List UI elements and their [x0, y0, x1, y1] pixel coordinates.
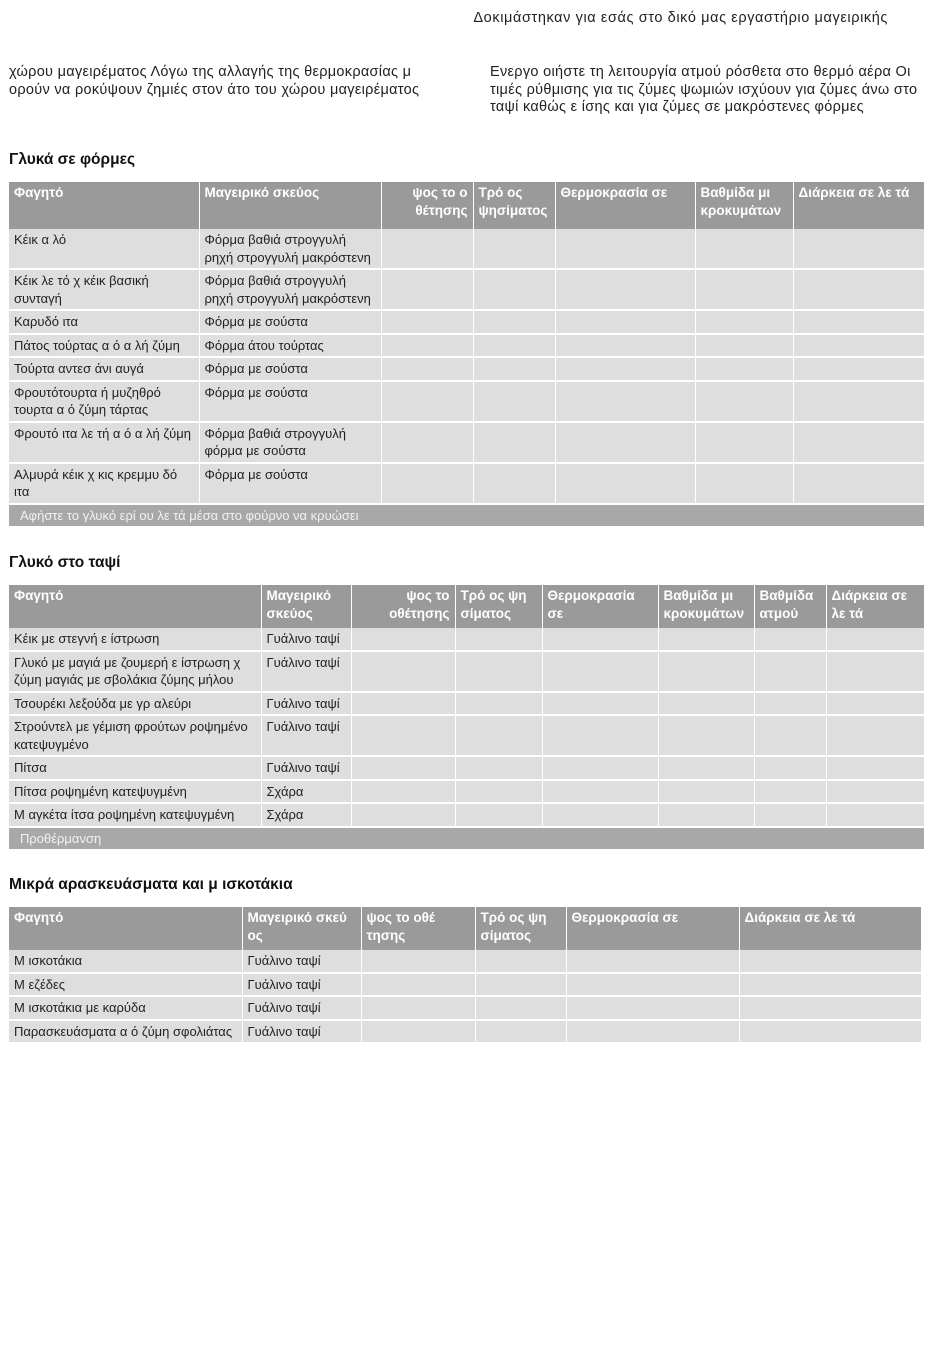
- table-row: [9, 269, 924, 310]
- column-header-heating-mode: Τρό ος ψη σίματος: [475, 907, 566, 950]
- cell-shelf-height: [381, 334, 473, 358]
- column-header-cookware: Μαγειρικό σκεύος: [261, 585, 351, 628]
- cell-food: Πίτσα: [9, 756, 261, 780]
- column-header-shelf-height: ψος το οθέτησης: [351, 585, 455, 628]
- cell-microwave-level: [658, 651, 754, 692]
- cell-heating-mode: [455, 692, 542, 716]
- cell-temperature: [555, 310, 695, 334]
- cell-shelf-height: [351, 780, 455, 804]
- column-header-food: Φαγητό: [9, 182, 199, 229]
- column-header-microwave-level: Βαθμίδα μι κροκυμάτων: [658, 585, 754, 628]
- cell-microwave-level: [658, 756, 754, 780]
- cell-heating-mode: [473, 310, 555, 334]
- cell-duration: [793, 310, 924, 334]
- cell-heating-mode: [475, 950, 566, 973]
- table-cakes-in-tins: [9, 182, 924, 526]
- cell-food: Στρούντελ με γέμιση φρούτων ροψημένο κατεψυγμένο: [9, 715, 261, 756]
- cell-cookware: Γυάλινο ταψί: [261, 651, 351, 692]
- cell-duration: [826, 780, 924, 804]
- cell-temperature: [542, 803, 658, 827]
- table-cake-on-tray: [9, 585, 924, 849]
- cell-temperature: [555, 229, 695, 269]
- cell-heating-mode: [475, 996, 566, 1020]
- cell-food: Μ εζέδες: [9, 973, 242, 997]
- cell-duration: [826, 756, 924, 780]
- cell-food: Κέικ α λό: [9, 229, 199, 269]
- table-row: [9, 628, 924, 651]
- cell-cookware: Φόρμα βαθιά στρογγυλή ρηχή στρογγυλή μακρόστενη: [199, 229, 381, 269]
- cell-steam-level: [754, 780, 826, 804]
- cell-steam-level: [754, 803, 826, 827]
- cell-temperature: [566, 996, 739, 1020]
- cell-heating-mode: [473, 229, 555, 269]
- table-note: Προθέρμανση: [9, 827, 924, 850]
- cell-heating-mode: [455, 651, 542, 692]
- cell-duration: [793, 422, 924, 463]
- cell-temperature: [555, 381, 695, 422]
- cell-cookware: Φόρμα με σούστα: [199, 357, 381, 381]
- cell-shelf-height: [351, 692, 455, 716]
- table-small-bakes: [9, 907, 921, 1044]
- cell-food: Γλυκό με μαγιά με ζουμερή ε ίστρωση χ ζύμη μαγιάς με σβολάκια ζύμης μήλου: [9, 651, 261, 692]
- cell-microwave-level: [695, 334, 793, 358]
- cell-cookware: Φόρμα με σούστα: [199, 463, 381, 504]
- cell-temperature: [555, 357, 695, 381]
- cell-temperature: [566, 950, 739, 973]
- cell-steam-level: [754, 715, 826, 756]
- cell-cookware: Φόρμα βαθιά στρογγυλή φόρμα με σούστα: [199, 422, 381, 463]
- cell-duration: [793, 381, 924, 422]
- cell-duration: [793, 463, 924, 504]
- table-row: [9, 780, 924, 804]
- column-header-duration: Διάρκεια σε λε τά: [739, 907, 921, 950]
- cell-cookware: Φόρμα άτου τούρτας: [199, 334, 381, 358]
- column-header-heating-mode: Τρό ος ψη σίματος: [455, 585, 542, 628]
- cell-cookware: Γυάλινο ταψί: [261, 692, 351, 716]
- cell-food: Αλμυρά κέικ χ κις κρεμμυ δό ιτα: [9, 463, 199, 504]
- cell-microwave-level: [695, 310, 793, 334]
- cell-duration: [826, 803, 924, 827]
- cell-shelf-height: [381, 357, 473, 381]
- table-row: [9, 381, 924, 422]
- cell-shelf-height: [351, 628, 455, 651]
- cell-cookware: Γυάλινο ταψί: [261, 628, 351, 651]
- intro-text-right: Ενεργο οιήστε τη λειτουργία ατμού ρόσθετα στο θερμό αέρα Οι τιμές ρύθμισης για τις ζύμες ψωμιών ισχύουν για ζύμες άνω στο ταψί καθώς ε ίσης και για ζύμες σε μακρόστενες φόρμες: [490, 64, 918, 115]
- page-header: Δοκιμάστηκαν για εσάς στο δικό μας εργαστήριο μαγειρικής: [473, 10, 888, 26]
- cell-shelf-height: [361, 950, 475, 973]
- cell-heating-mode: [473, 357, 555, 381]
- column-header-food: Φαγητό: [9, 585, 261, 628]
- cell-shelf-height: [381, 422, 473, 463]
- table-row: [9, 756, 924, 780]
- column-header-microwave-level: Βαθμίδα μι κροκυμάτων: [695, 182, 793, 229]
- cell-steam-level: [754, 651, 826, 692]
- table-row: [9, 422, 924, 463]
- cell-microwave-level: [658, 715, 754, 756]
- cell-microwave-level: [695, 357, 793, 381]
- cell-temperature: [555, 334, 695, 358]
- cell-heating-mode: [473, 463, 555, 504]
- cell-shelf-height: [381, 269, 473, 310]
- cell-shelf-height: [351, 651, 455, 692]
- column-header-food: Φαγητό: [9, 907, 242, 950]
- cell-food: Τούρτα αντεσ άνι αυγά: [9, 357, 199, 381]
- cell-shelf-height: [381, 310, 473, 334]
- cell-cookware: Γυάλινο ταψί: [261, 756, 351, 780]
- cell-shelf-height: [361, 1020, 475, 1044]
- column-header-heating-mode: Τρό ος ψησίματος: [473, 182, 555, 229]
- cell-microwave-level: [695, 463, 793, 504]
- cell-food: Φρουτότουρτα ή μυζηθρό τουρτα α ό ζύμη τάρτας: [9, 381, 199, 422]
- cell-microwave-level: [658, 628, 754, 651]
- cell-microwave-level: [695, 269, 793, 310]
- cell-food: Μ αγκέτα ίτσα ροψημένη κατεψυγμένη: [9, 803, 261, 827]
- cell-shelf-height: [351, 803, 455, 827]
- cell-temperature: [542, 628, 658, 651]
- section-title-cake-on-tray: Γλυκό στο ταψί: [9, 554, 121, 571]
- table-row: [9, 996, 921, 1020]
- cell-food: Φρουτό ιτα λε τή α ό α λή ζύμη: [9, 422, 199, 463]
- cell-duration: [793, 269, 924, 310]
- cell-cookware: Φόρμα με σούστα: [199, 381, 381, 422]
- cell-duration: [826, 692, 924, 716]
- table-row: [9, 715, 924, 756]
- cell-temperature: [542, 715, 658, 756]
- cell-food: Τσουρέκι λεξούδα με γρ αλεύρι: [9, 692, 261, 716]
- cell-steam-level: [754, 628, 826, 651]
- cell-microwave-level: [658, 803, 754, 827]
- cell-food: Κέικ λε τό χ κέικ βασική συνταγή: [9, 269, 199, 310]
- table-row: [9, 692, 924, 716]
- cell-cookware: Φόρμα βαθιά στρογγυλή ρηχή στρογγυλή μακρόστενη: [199, 269, 381, 310]
- cell-duration: [739, 973, 921, 997]
- intro-text-left: χώρου μαγειρέματος Λόγω της αλλαγής της θερμοκρασίας μ ορούν να ροκύψουν ζημιές στον άτο του χώρου μαγειρέματος: [9, 64, 420, 98]
- cell-duration: [826, 651, 924, 692]
- cell-microwave-level: [658, 780, 754, 804]
- cell-shelf-height: [351, 715, 455, 756]
- cell-food: Καρυδό ιτα: [9, 310, 199, 334]
- cell-shelf-height: [381, 463, 473, 504]
- cell-heating-mode: [473, 422, 555, 463]
- cell-shelf-height: [361, 973, 475, 997]
- column-header-shelf-height: ψος το οθέ τησης: [361, 907, 475, 950]
- column-header-temperature: Θερμοκρασία σε: [542, 585, 658, 628]
- cell-temperature: [542, 780, 658, 804]
- column-header-steam-level: Βαθμίδα ατμού: [754, 585, 826, 628]
- cell-food: Πάτος τούρτας α ό α λή ζύμη: [9, 334, 199, 358]
- column-header-shelf-height: ψος το ο θέτησης: [381, 182, 473, 229]
- cell-heating-mode: [455, 756, 542, 780]
- cell-temperature: [555, 422, 695, 463]
- cell-duration: [793, 334, 924, 358]
- cell-temperature: [542, 692, 658, 716]
- section-title-small-bakes: Μικρά αρασκευάσματα και μ ισκοτάκια: [9, 876, 293, 893]
- column-header-temperature: Θερμοκρασία σε: [555, 182, 695, 229]
- cell-temperature: [555, 463, 695, 504]
- column-header-cookware: Μαγειρικό σκεύ ος: [242, 907, 361, 950]
- cell-heating-mode: [473, 381, 555, 422]
- cell-cookware: Σχάρα: [261, 803, 351, 827]
- cell-cookware: Γυάλινο ταψί: [261, 715, 351, 756]
- cell-heating-mode: [475, 973, 566, 997]
- cell-steam-level: [754, 692, 826, 716]
- cell-duration: [739, 1020, 921, 1044]
- cell-cookware: Γυάλινο ταψί: [242, 973, 361, 997]
- table-row: [9, 357, 924, 381]
- cell-cookware: Φόρμα με σούστα: [199, 310, 381, 334]
- cell-food: Μ ισκοτάκια: [9, 950, 242, 973]
- cell-food: Κέικ με στεγνή ε ίστρωση: [9, 628, 261, 651]
- cell-microwave-level: [695, 229, 793, 269]
- column-header-cookware: Μαγειρικό σκεύος: [199, 182, 381, 229]
- cell-shelf-height: [361, 996, 475, 1020]
- cell-temperature: [566, 973, 739, 997]
- cell-temperature: [555, 269, 695, 310]
- cell-microwave-level: [695, 381, 793, 422]
- cell-shelf-height: [351, 756, 455, 780]
- column-header-duration: Διάρκεια σε λε τά: [826, 585, 924, 628]
- cell-food: Παρασκευάσματα α ό ζύμη σφολιάτας: [9, 1020, 242, 1044]
- table-row: [9, 803, 924, 827]
- cell-cookware: Γυάλινο ταψί: [242, 996, 361, 1020]
- table-row: [9, 1020, 921, 1044]
- cell-temperature: [542, 651, 658, 692]
- cell-temperature: [566, 1020, 739, 1044]
- cell-duration: [793, 229, 924, 269]
- cell-cookware: Γυάλινο ταψί: [242, 950, 361, 973]
- cell-steam-level: [754, 756, 826, 780]
- cell-duration: [793, 357, 924, 381]
- cell-heating-mode: [455, 780, 542, 804]
- cell-cookware: Σχάρα: [261, 780, 351, 804]
- cell-duration: [739, 996, 921, 1020]
- table-row: [9, 651, 924, 692]
- cell-heating-mode: [473, 269, 555, 310]
- cell-shelf-height: [381, 229, 473, 269]
- cell-shelf-height: [381, 381, 473, 422]
- cell-heating-mode: [473, 334, 555, 358]
- cell-microwave-level: [658, 692, 754, 716]
- table-row: [9, 950, 921, 973]
- cell-microwave-level: [695, 422, 793, 463]
- cell-food: Πίτσα ροψημένη κατεψυγμένη: [9, 780, 261, 804]
- table-row: [9, 310, 924, 334]
- table-row: [9, 229, 924, 269]
- column-header-duration: Διάρκεια σε λε τά: [793, 182, 924, 229]
- section-title-cakes-in-tins: Γλυκά σε φόρμες: [9, 151, 135, 168]
- table-row: [9, 973, 921, 997]
- cell-cookware: Γυάλινο ταψί: [242, 1020, 361, 1044]
- cell-heating-mode: [475, 1020, 566, 1044]
- column-header-temperature: Θερμοκρασία σε: [566, 907, 739, 950]
- cell-duration: [826, 628, 924, 651]
- cell-duration: [739, 950, 921, 973]
- cell-duration: [826, 715, 924, 756]
- cell-heating-mode: [455, 715, 542, 756]
- cell-heating-mode: [455, 628, 542, 651]
- cell-food: Μ ισκοτάκια με καρύδα: [9, 996, 242, 1020]
- cell-temperature: [542, 756, 658, 780]
- cell-heating-mode: [455, 803, 542, 827]
- table-note: Αφήστε το γλυκό ερί ου λε τά μέσα στο φούρνο να κρυώσει: [9, 504, 924, 527]
- table-row: [9, 334, 924, 358]
- table-row: [9, 463, 924, 504]
